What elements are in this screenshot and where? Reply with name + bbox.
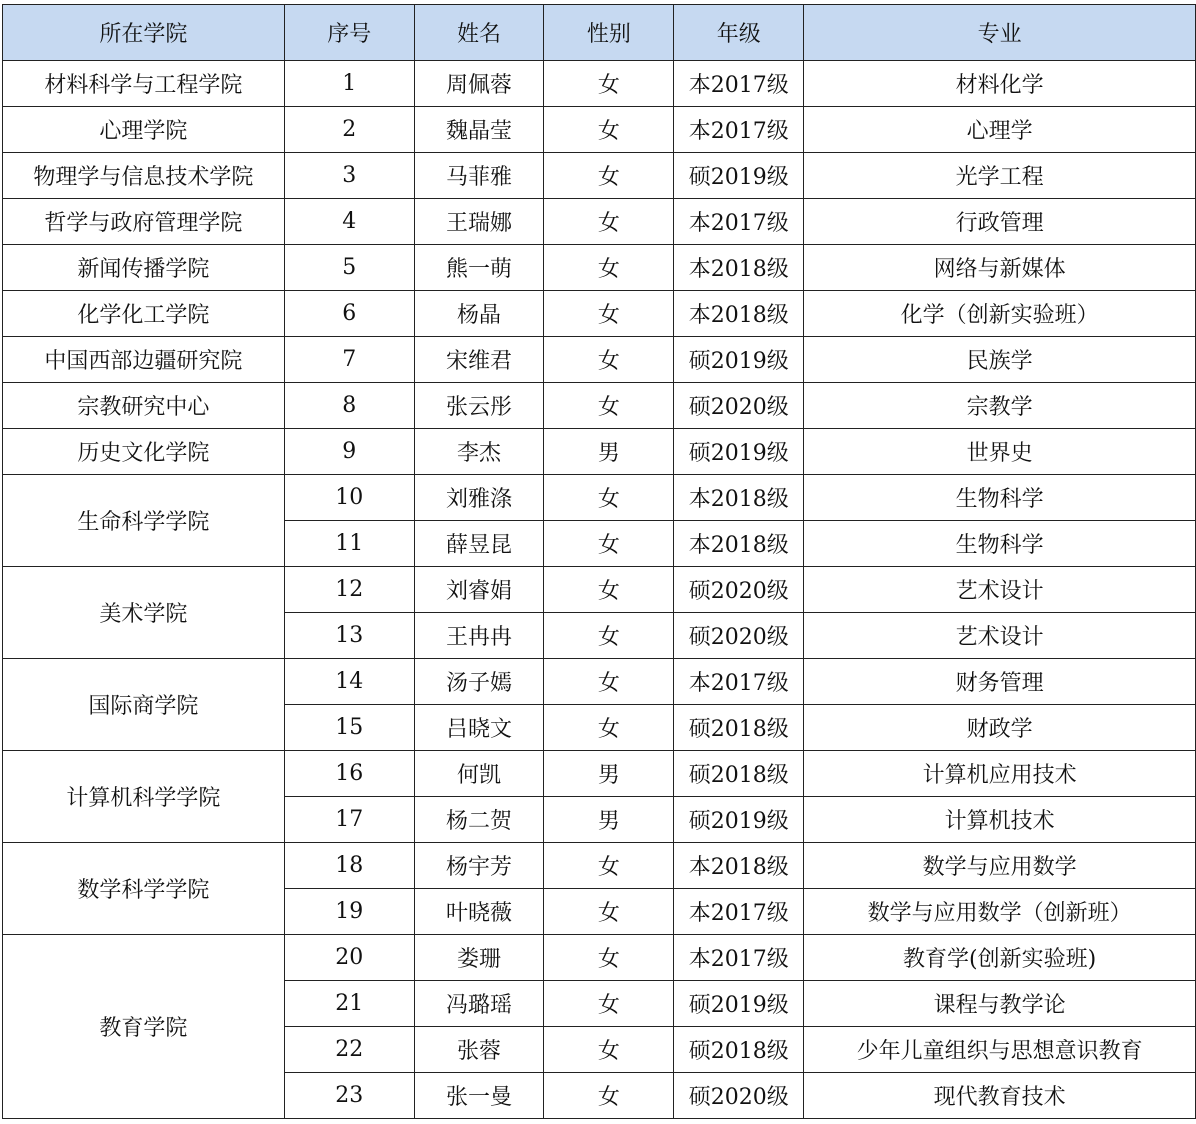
- cell-college: 材料科学与工程学院: [3, 61, 285, 107]
- cell-name: 马菲雅: [414, 153, 544, 199]
- cell-major: 财务管理: [804, 659, 1196, 705]
- table-row: [3, 245, 1196, 291]
- cell-gender: 女: [544, 1073, 674, 1119]
- cell-number: 1: [284, 61, 414, 107]
- header-major: 专业: [804, 5, 1196, 61]
- header-college: 所在学院: [3, 5, 285, 61]
- table-row: [3, 843, 1196, 889]
- cell-gender: 女: [544, 107, 674, 153]
- cell-grade: 本2018级: [674, 475, 804, 521]
- cell-number: 14: [284, 659, 414, 705]
- table-row: [3, 567, 1196, 613]
- cell-number: 8: [284, 383, 414, 429]
- cell-major: 行政管理: [804, 199, 1196, 245]
- cell-name: 李杰: [414, 429, 544, 475]
- cell-gender: 女: [544, 61, 674, 107]
- cell-number: 15: [284, 705, 414, 751]
- cell-grade: 本2018级: [674, 843, 804, 889]
- cell-grade: 硕2019级: [674, 337, 804, 383]
- cell-major: 财政学: [804, 705, 1196, 751]
- cell-number: 2: [284, 107, 414, 153]
- cell-grade: 本2018级: [674, 291, 804, 337]
- cell-college: 物理学与信息技术学院: [3, 153, 285, 199]
- cell-number: 17: [284, 797, 414, 843]
- table-row: [3, 383, 1196, 429]
- header-gender: 性别: [544, 5, 674, 61]
- cell-gender: 男: [544, 751, 674, 797]
- table-row: [3, 153, 1196, 199]
- cell-grade: 硕2019级: [674, 153, 804, 199]
- table-row: [3, 61, 1196, 107]
- table-row: [3, 475, 1196, 521]
- cell-number: 6: [284, 291, 414, 337]
- cell-college: 历史文化学院: [3, 429, 285, 475]
- cell-gender: 女: [544, 981, 674, 1027]
- header-name: 姓名: [414, 5, 544, 61]
- cell-gender: 女: [544, 291, 674, 337]
- table-row: [3, 199, 1196, 245]
- cell-name: 张一曼: [414, 1073, 544, 1119]
- cell-number: 5: [284, 245, 414, 291]
- cell-grade: 硕2018级: [674, 751, 804, 797]
- cell-grade: 硕2019级: [674, 797, 804, 843]
- cell-name: 周佩蓉: [414, 61, 544, 107]
- cell-name: 宋维君: [414, 337, 544, 383]
- cell-number: 4: [284, 199, 414, 245]
- cell-grade: 硕2019级: [674, 429, 804, 475]
- cell-major: 少年儿童组织与思想意识教育: [804, 1027, 1196, 1073]
- cell-name: 张蓉: [414, 1027, 544, 1073]
- cell-major: 世界史: [804, 429, 1196, 475]
- cell-grade: 硕2020级: [674, 567, 804, 613]
- cell-gender: 女: [544, 521, 674, 567]
- table-row: [3, 429, 1196, 475]
- cell-gender: 男: [544, 797, 674, 843]
- cell-name: 刘雅涤: [414, 475, 544, 521]
- cell-major: 材料化学: [804, 61, 1196, 107]
- cell-major: 民族学: [804, 337, 1196, 383]
- cell-grade: 硕2018级: [674, 1027, 804, 1073]
- cell-college: 数学科学学院: [3, 843, 285, 935]
- cell-gender: 女: [544, 935, 674, 981]
- cell-major: 计算机技术: [804, 797, 1196, 843]
- cell-grade: 本2017级: [674, 61, 804, 107]
- cell-gender: 女: [544, 889, 674, 935]
- cell-grade: 本2018级: [674, 245, 804, 291]
- cell-gender: 女: [544, 659, 674, 705]
- header-number: 序号: [284, 5, 414, 61]
- cell-grade: 硕2020级: [674, 383, 804, 429]
- cell-gender: 女: [544, 475, 674, 521]
- cell-number: 9: [284, 429, 414, 475]
- cell-college: 中国西部边疆研究院: [3, 337, 285, 383]
- cell-name: 冯璐瑶: [414, 981, 544, 1027]
- cell-college: 新闻传播学院: [3, 245, 285, 291]
- table-row: [3, 935, 1196, 981]
- cell-gender: 女: [544, 567, 674, 613]
- cell-gender: 女: [544, 705, 674, 751]
- cell-college: 宗教研究中心: [3, 383, 285, 429]
- cell-major: 现代教育技术: [804, 1073, 1196, 1119]
- student-table: [2, 4, 1196, 1119]
- table-row: [3, 291, 1196, 337]
- cell-name: 王冉冉: [414, 613, 544, 659]
- cell-gender: 女: [544, 199, 674, 245]
- cell-gender: 女: [544, 843, 674, 889]
- cell-name: 张云彤: [414, 383, 544, 429]
- cell-major: 数学与应用数学（创新班）: [804, 889, 1196, 935]
- cell-major: 化学（创新实验班）: [804, 291, 1196, 337]
- header-grade: 年级: [674, 5, 804, 61]
- cell-major: 数学与应用数学: [804, 843, 1196, 889]
- cell-major: 教育学(创新实验班): [804, 935, 1196, 981]
- cell-number: 21: [284, 981, 414, 1027]
- table-row: [3, 659, 1196, 705]
- cell-grade: 硕2020级: [674, 1073, 804, 1119]
- cell-gender: 女: [544, 383, 674, 429]
- cell-major: 艺术设计: [804, 567, 1196, 613]
- cell-number: 22: [284, 1027, 414, 1073]
- cell-name: 刘睿娟: [414, 567, 544, 613]
- cell-college: 教育学院: [3, 935, 285, 1119]
- cell-college: 计算机科学学院: [3, 751, 285, 843]
- table-row: [3, 337, 1196, 383]
- cell-number: 20: [284, 935, 414, 981]
- cell-number: 16: [284, 751, 414, 797]
- cell-college: 生命科学学院: [3, 475, 285, 567]
- cell-grade: 硕2020级: [674, 613, 804, 659]
- cell-gender: 女: [544, 245, 674, 291]
- cell-college: 化学化工学院: [3, 291, 285, 337]
- cell-major: 生物科学: [804, 475, 1196, 521]
- cell-number: 7: [284, 337, 414, 383]
- cell-grade: 本2017级: [674, 659, 804, 705]
- cell-number: 11: [284, 521, 414, 567]
- table-body: [3, 61, 1196, 1119]
- cell-major: 生物科学: [804, 521, 1196, 567]
- cell-name: 杨二贺: [414, 797, 544, 843]
- cell-grade: 本2017级: [674, 199, 804, 245]
- cell-gender: 女: [544, 153, 674, 199]
- cell-name: 熊一萌: [414, 245, 544, 291]
- cell-name: 汤子嫣: [414, 659, 544, 705]
- cell-college: 心理学院: [3, 107, 285, 153]
- cell-name: 薛昱昆: [414, 521, 544, 567]
- cell-number: 10: [284, 475, 414, 521]
- cell-grade: 本2018级: [674, 521, 804, 567]
- cell-name: 杨晶: [414, 291, 544, 337]
- cell-major: 宗教学: [804, 383, 1196, 429]
- table-row: [3, 751, 1196, 797]
- cell-gender: 男: [544, 429, 674, 475]
- cell-major: 课程与教学论: [804, 981, 1196, 1027]
- cell-gender: 女: [544, 1027, 674, 1073]
- cell-name: 吕晓文: [414, 705, 544, 751]
- cell-college: 哲学与政府管理学院: [3, 199, 285, 245]
- cell-number: 13: [284, 613, 414, 659]
- cell-college: 国际商学院: [3, 659, 285, 751]
- cell-gender: 女: [544, 337, 674, 383]
- cell-number: 19: [284, 889, 414, 935]
- cell-number: 12: [284, 567, 414, 613]
- cell-number: 18: [284, 843, 414, 889]
- table-header: [3, 5, 1196, 61]
- header-row: [3, 5, 1196, 61]
- cell-gender: 女: [544, 613, 674, 659]
- cell-major: 计算机应用技术: [804, 751, 1196, 797]
- cell-name: 王瑞娜: [414, 199, 544, 245]
- cell-grade: 本2017级: [674, 107, 804, 153]
- cell-major: 心理学: [804, 107, 1196, 153]
- cell-major: 艺术设计: [804, 613, 1196, 659]
- cell-name: 叶晓薇: [414, 889, 544, 935]
- cell-major: 网络与新媒体: [804, 245, 1196, 291]
- cell-number: 3: [284, 153, 414, 199]
- cell-name: 杨宇芳: [414, 843, 544, 889]
- cell-number: 23: [284, 1073, 414, 1119]
- cell-grade: 硕2018级: [674, 705, 804, 751]
- cell-name: 魏晶莹: [414, 107, 544, 153]
- cell-college: 美术学院: [3, 567, 285, 659]
- cell-name: 娄珊: [414, 935, 544, 981]
- cell-major: 光学工程: [804, 153, 1196, 199]
- cell-grade: 本2017级: [674, 935, 804, 981]
- cell-grade: 硕2019级: [674, 981, 804, 1027]
- cell-name: 何凯: [414, 751, 544, 797]
- table-row: [3, 107, 1196, 153]
- cell-grade: 本2017级: [674, 889, 804, 935]
